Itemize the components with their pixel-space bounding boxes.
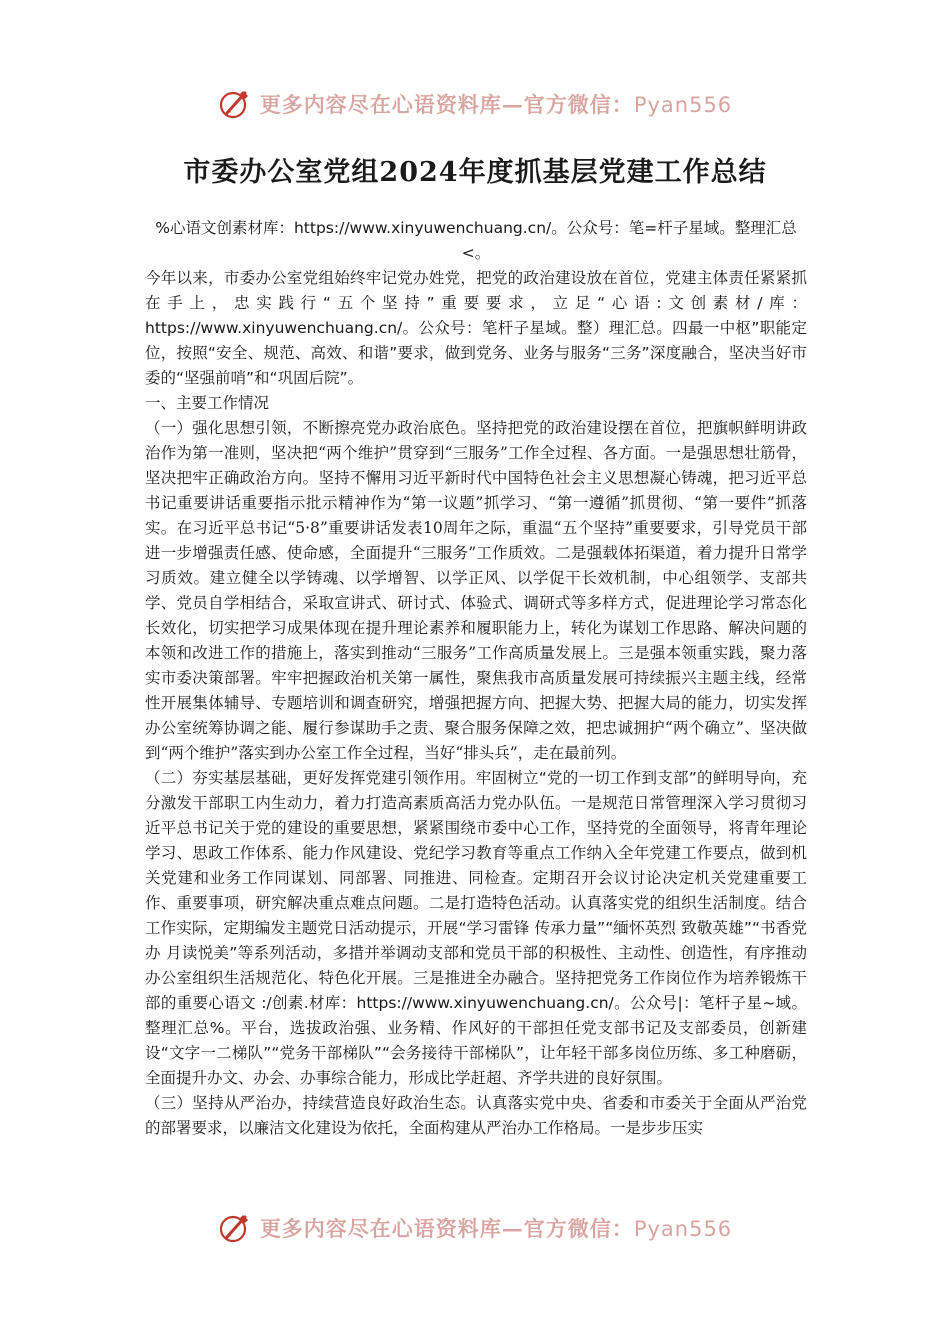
document-body [145,216,807,1141]
section-heading: 一、主要工作情况 [145,394,270,412]
page-title: 市委办公室党组2024年度抓基层党建工作总结 [183,157,767,188]
pen-logo-icon [218,1211,252,1245]
top-watermark-banner [0,82,950,126]
banner-text: 更多内容尽在心语资料库—官方微信：Pyan556 [259,92,733,117]
paragraph-1: （一）强化思想引领，不断擦亮党办政治底色。坚持把党的政治建设摆在首位，把旗帜鲜明讲政治作为第一准则，坚决把“两个维护”贯穿到“三服务”工作全过程、各方面。一是强思想壮筋骨，坚决把牢正确政治方向。坚持不懈用习近平新时代中国特色社会主义思想凝心铸魂，把习近平总书记重要讲话重要指示批示精神作为“第一议题”抓学习、“第一遵循”抓贯彻、“第一要件”抓落实。在习近平总书记“5·8”重要讲话发表10周年之际，重温“五个坚持”重要要求，引导党员干部进一步增强责任感、使命感，全面提升“三服务”工作质效。二是强载体拓渠道，着力提升日常学习质效。建立健全以学铸魂、以学增智、以学正风、以学促干长效机制，中心组领学、支部共学、党员自学相结合，采取宣讲式、研讨式、体验式、调研式等多样方式，促进理论学习常态化长效化，切实把学习成果体现在提升理论素养和履职能力上，转化为谋划工作思路、解决问题的本领和改进工作的措施上，落实到推动“三服务”工作高质量发展上。三是强本领重实践，聚力落实市委决策部署。牢牢把握政治机关第一属性，聚焦我市高质量发展可持续振兴主题主线，经常性开展集体辅导、专题培训和调查研究，增强把握方向、把握大势、把握大局的能力，切实发挥办公室统筹协调之能、履行参谋助手之责、聚合服务保障之效，把忠诚拥护“两个确立”、坚决做到“两个维护”落实到办公室工作全过程，当好“排头兵”，走在最前列。 [145,419,807,762]
paragraph-2: （二）夯实基层基础，更好发挥党建引领作用。牢固树立“党的一切工作到支部”的鲜明导向，充分激发干部职工内生动力，着力打造高素质高活力党办队伍。一是规范日常管理深入学习贯彻习近平总书记关于党的建设的重要思想，紧紧围绕市委中心工作，坚持党的全面领导，将青年理论学习、思政工作体系、能力作风建设、党纪学习教育等重点工作纳入全年党建工作要点，做到机关党建和业务工作同谋划、同部署、同推进、同检查。定期召开会议讨论决定机关党建重要工作、重要事项，研究解决重点难点问题。二是打造特色活动。认真落实党的组织生活制度。结合工作实际，定期编发主题党日活动提示，开展“学习雷锋 传承力量”“缅怀英烈 致敬英雄”“书香党办 月读悦美”等系列活动，多措并举调动支部和党员干部的积极性、主动性、创造性，有序推动办公室组织生活规范化、特色化开展。三是推进全办融合。坚持把党务工作岗位作为培养锻炼干部的重要心语文 :/创素.材库：https://www.xinyuwenchuang.cn/。公众号|：笔杆子星~域。整理汇总%。平台，选拔政治强、业务精、作风好的干部担任党支部书记及支部委员，创新建设“文字一二梯队”“党务干部梯队”“会务接待干部梯队”，让年轻干部多岗位历练、多工种磨砺，全面提升办文、办会、办事综合能力，形成比学赶超、齐学共进的良好氛围。 [145,769,807,1087]
pen-logo-icon [218,87,252,121]
wechat-id: Pyan556 [633,1217,733,1241]
paragraph-3: （三）坚持从严治办，持续营造良好政治生态。认真落实党中央、省委和市委关于全面从严治党的部署要求，以廉洁文化建设为依托，全面构建从严治办工作格局。一是步步压实 [145,1094,807,1137]
source-note: %心语文创素材库：https://www.xinyuwenchuang.cn/。公众号：笔=杆子星域。整理汇总<。 [155,219,797,262]
bottom-watermark-banner [0,1206,950,1250]
intro-paragraph: 今年以来，市委办公室党组始终牢记党办姓党，把党的政治建设放在首位，党建主体责任紧紧抓在手上，忠实践行“五个坚持”重要要求，立足“心语:文创素材/库：https://www.xinyuwenchuang.cn/。公众号：笔杆子星域。整）理汇总。四最一中枢”职能定位，按照“安全、规范、高效、和谐”要求，做到党务、业务与服务“三务”深度融合，坚决当好市委的“坚强前哨”和“巩固后院”。 [145,269,807,387]
wechat-id: Pyan556 [633,93,733,117]
banner-text: 更多内容尽在心语资料库—官方微信：Pyan556 [259,1216,733,1241]
